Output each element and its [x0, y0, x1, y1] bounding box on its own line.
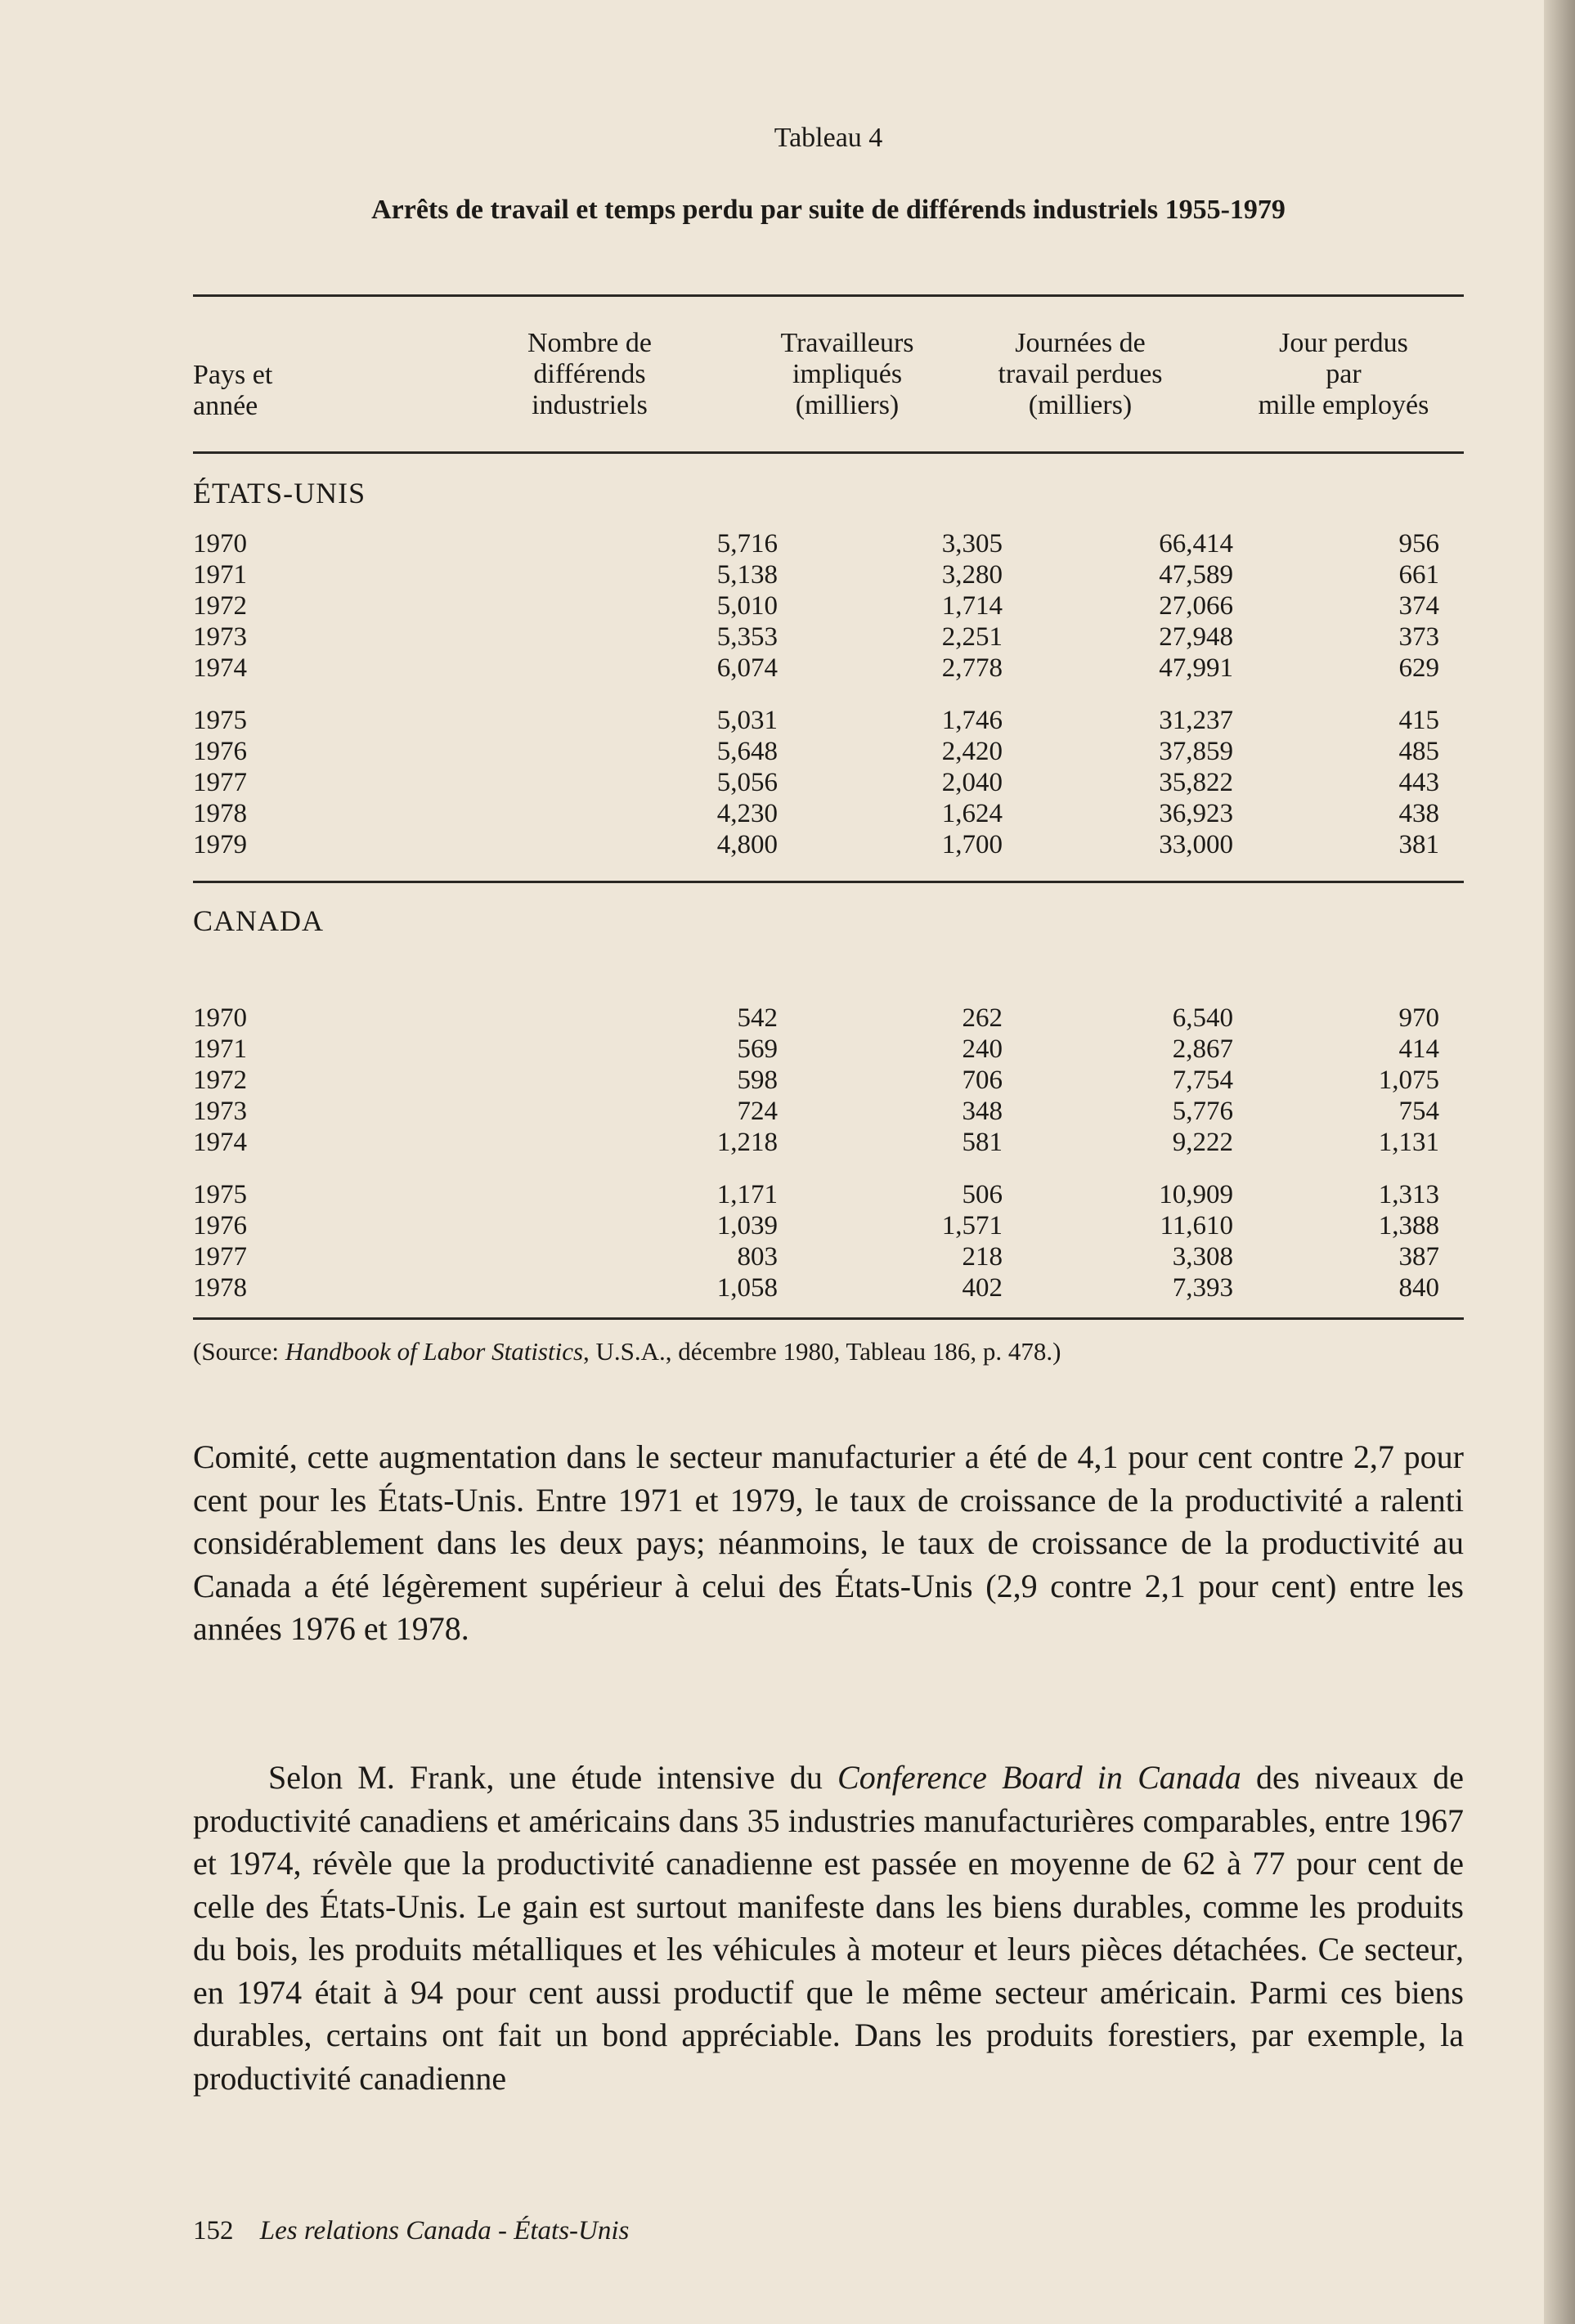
cell-year: 1976 [193, 737, 247, 766]
cell-workers: 1,746 [941, 706, 1003, 735]
cell-disputes: 542 [737, 1003, 778, 1033]
table-bottom-rule [193, 1317, 1464, 1320]
cell-workers: 2,420 [941, 737, 1003, 766]
conference-board-title: Conference Board in Canada [837, 1759, 1241, 1796]
cell-days-per-thousand: 1,075 [1378, 1066, 1439, 1095]
cell-year: 1973 [193, 622, 247, 652]
cell-days-per-thousand: 443 [1398, 768, 1439, 797]
cell-year: 1971 [193, 560, 247, 590]
cell-year: 1977 [193, 768, 247, 797]
page-number: 152 [193, 2216, 234, 2245]
page-edge-shadow [1544, 0, 1575, 2324]
cell-days-per-thousand: 754 [1398, 1097, 1439, 1126]
cell-workers: 2,040 [941, 768, 1003, 797]
cell-workers: 1,571 [941, 1211, 1003, 1241]
cell-days-lost: 35,822 [1159, 768, 1233, 797]
cell-year: 1975 [193, 1180, 247, 1209]
cell-workers: 2,251 [941, 622, 1003, 652]
cell-days-lost: 10,909 [1159, 1180, 1233, 1209]
cell-days-per-thousand: 387 [1398, 1242, 1439, 1272]
cell-days-lost: 3,308 [1172, 1242, 1233, 1272]
cell-days-lost: 37,859 [1159, 737, 1233, 766]
cell-year: 1978 [193, 799, 247, 828]
cell-days-lost: 47,589 [1159, 560, 1233, 590]
cell-days-per-thousand: 381 [1398, 830, 1439, 859]
cell-year: 1976 [193, 1211, 247, 1241]
source-title: Handbook of Labor Statistics [285, 1337, 584, 1366]
cell-days-per-thousand: 374 [1398, 591, 1439, 621]
cell-year: 1975 [193, 706, 247, 735]
cell-days-lost: 2,867 [1172, 1034, 1233, 1064]
cell-disputes: 5,010 [716, 591, 778, 621]
cell-days-lost: 27,066 [1159, 591, 1233, 621]
cell-workers: 581 [962, 1128, 1003, 1157]
page-footer [193, 2216, 629, 2246]
cell-days-lost: 31,237 [1159, 706, 1233, 735]
source-note: (Source: Handbook of Labor Statistics, U.S.A., décembre 1980, Tableau 186, p. 478.) [193, 1337, 1061, 1366]
cell-year: 1972 [193, 591, 247, 621]
cell-disputes: 5,056 [716, 768, 778, 797]
cell-days-lost: 36,923 [1159, 799, 1233, 828]
cell-workers: 1,624 [941, 799, 1003, 828]
cell-disputes: 1,039 [716, 1211, 778, 1241]
cell-days-lost: 7,393 [1172, 1273, 1233, 1303]
cell-year: 1972 [193, 1066, 247, 1095]
header-bottom-rule [193, 451, 1464, 454]
cell-workers: 1,700 [941, 830, 1003, 859]
cell-workers: 1,714 [941, 591, 1003, 621]
cell-days-lost: 47,991 [1159, 653, 1233, 683]
body-paragraph-1: Comité, cette augmentation dans le secteur manufacturier a été de 4,1 pour cent contre 2,7 pour cent pour les États-Unis. Entre 1971 et 1979, le taux de croissance de la productivité a ralenti considérablement dans les deux pays; néanmoins, le taux de croissance de la productivité au Canada a été légèrement supérieur à celui des États-Unis (2,9 contre 2,1 pour cent) entre les années 1976 et 1978. [193, 1438, 1464, 1647]
section-title-usa: ÉTATS-UNIS [193, 477, 366, 509]
cell-disputes: 1,171 [716, 1180, 778, 1209]
header-days: Journées de travail perdues (milliers) [998, 328, 1163, 420]
cell-workers: 506 [962, 1180, 1003, 1209]
table-title: Arrêts de travail et temps perdu par suite de différends industriels 1955-1979 [371, 195, 1286, 225]
cell-workers: 240 [962, 1034, 1003, 1064]
cell-days-lost: 7,754 [1172, 1066, 1233, 1095]
cell-workers: 402 [962, 1273, 1003, 1303]
cell-year: 1971 [193, 1034, 247, 1064]
cell-days-per-thousand: 629 [1398, 653, 1439, 683]
cell-days-per-thousand: 970 [1398, 1003, 1439, 1033]
cell-disputes: 5,138 [716, 560, 778, 590]
cell-days-lost: 5,776 [1172, 1097, 1233, 1126]
cell-days-per-thousand: 1,313 [1378, 1180, 1439, 1209]
body-paragraph-2: Selon M. Frank, une étude intensive du Conference Board in Canada des niveaux de productivité canadiens et américains dans 35 industries manufacturières comparables, entre 1967 et 1974, révèle que la productivité canadienne est passée en moyenne de 62 à 77 pour cent de celle des États-Unis. Le gain est surtout manifeste dans les biens durables, comme les produits du bois, les produits métalliques et les véhicules à moteur et leurs pièces détachées. Ce secteur, en 1974 était à 94 pour cent aussi productif que le même secteur américain. Parmi ces biens durables, certains ont fait un bond appréciable. Dans les produits forestiers, par exemple, la productivité canadienne [193, 1759, 1464, 2097]
cell-workers: 218 [962, 1242, 1003, 1272]
table-number: Tableau 4 [774, 123, 883, 153]
cell-year: 1970 [193, 529, 247, 559]
cell-workers: 262 [962, 1003, 1003, 1033]
header-workers: Travailleurs impliqués (milliers) [780, 328, 914, 420]
cell-workers: 3,305 [941, 529, 1003, 559]
cell-year: 1970 [193, 1003, 247, 1033]
cell-disputes: 1,058 [716, 1273, 778, 1303]
cell-disputes: 5,648 [716, 737, 778, 766]
cell-disputes: 569 [737, 1034, 778, 1064]
cell-workers: 2,778 [941, 653, 1003, 683]
cell-days-lost: 6,540 [1172, 1003, 1233, 1033]
cell-disputes: 5,353 [716, 622, 778, 652]
header-disputes: Nombre de différends industriels [527, 328, 652, 420]
cell-disputes: 803 [737, 1242, 778, 1272]
cell-workers: 348 [962, 1097, 1003, 1126]
cell-days-lost: 9,222 [1172, 1128, 1233, 1157]
cell-year: 1974 [193, 653, 247, 683]
cell-disputes: 5,031 [716, 706, 778, 735]
cell-days-lost: 27,948 [1159, 622, 1233, 652]
cell-disputes: 4,800 [716, 830, 778, 859]
cell-disputes: 6,074 [716, 653, 778, 683]
cell-days-per-thousand: 414 [1398, 1034, 1439, 1064]
cell-days-per-thousand: 956 [1398, 529, 1439, 559]
cell-disputes: 724 [737, 1097, 778, 1126]
cell-days-per-thousand: 485 [1398, 737, 1439, 766]
running-title: Les relations Canada - États-Unis [259, 2216, 630, 2245]
header-per-thousand: Jour perdus par mille employés [1258, 328, 1429, 420]
header-country: Pays et année [193, 360, 273, 421]
cell-year: 1979 [193, 830, 247, 859]
cell-days-per-thousand: 840 [1398, 1273, 1439, 1303]
cell-days-per-thousand: 1,388 [1378, 1211, 1439, 1241]
cell-days-per-thousand: 661 [1398, 560, 1439, 590]
cell-days-per-thousand: 438 [1398, 799, 1439, 828]
cell-disputes: 4,230 [716, 799, 778, 828]
cell-days-lost: 66,414 [1159, 529, 1233, 559]
cell-year: 1974 [193, 1128, 247, 1157]
cell-workers: 706 [962, 1066, 1003, 1095]
cell-days-lost: 33,000 [1159, 830, 1233, 859]
cell-days-per-thousand: 1,131 [1378, 1128, 1439, 1157]
cell-days-lost: 11,610 [1160, 1211, 1233, 1241]
cell-disputes: 598 [737, 1066, 778, 1095]
section-title-canada: CANADA [193, 904, 325, 937]
cell-disputes: 1,218 [716, 1128, 778, 1157]
table-top-rule [193, 294, 1464, 297]
cell-disputes: 5,716 [716, 529, 778, 559]
cell-days-per-thousand: 373 [1398, 622, 1439, 652]
cell-year: 1978 [193, 1273, 247, 1303]
cell-year: 1977 [193, 1242, 247, 1272]
section-divider-rule [193, 881, 1464, 883]
cell-year: 1973 [193, 1097, 247, 1126]
cell-days-per-thousand: 415 [1398, 706, 1439, 735]
cell-workers: 3,280 [941, 560, 1003, 590]
